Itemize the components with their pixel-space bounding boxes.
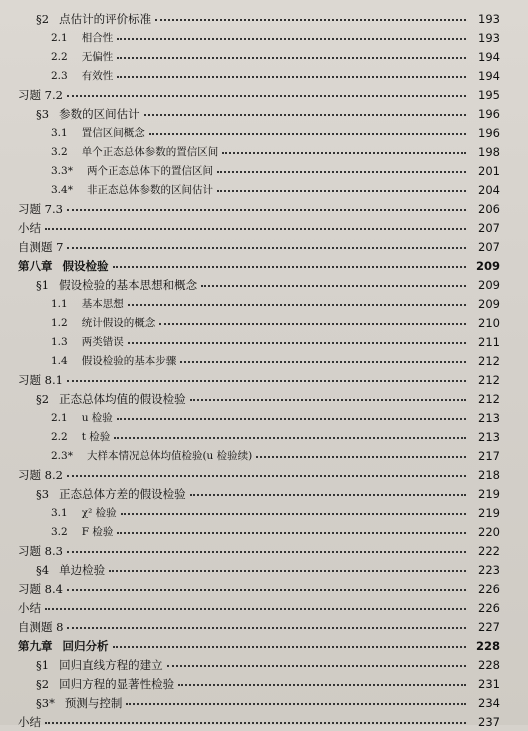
leader-dots [117, 76, 466, 78]
toc-entry-label [51, 163, 213, 178]
leader-dots [67, 209, 466, 211]
toc-entry-title: 正态总体方差的假设检验 [59, 486, 186, 501]
toc-entry-label [51, 429, 110, 444]
toc-entry [0, 275, 528, 294]
leader-dots [117, 57, 466, 59]
toc-entry [0, 199, 528, 218]
toc-entry-number: 2.2 [51, 431, 68, 443]
toc-entry-page: 194 [478, 49, 500, 64]
toc-entry-number: 2.3 [51, 70, 68, 82]
toc-entry [0, 636, 528, 655]
leader-dots [67, 475, 466, 477]
toc-entry-title: 相合性 [81, 32, 114, 44]
toc-entry [0, 598, 528, 617]
toc-entry-page: 194 [478, 68, 500, 83]
toc-entry [0, 142, 528, 161]
toc-entry-title: 非正态总体参数的区间估计 [86, 184, 213, 196]
toc-entry-label [51, 182, 213, 197]
toc-entry [0, 712, 528, 731]
toc-entry-number: 3.4* [51, 184, 73, 196]
toc-entry-page: 234 [478, 695, 500, 710]
toc-entry [0, 579, 528, 598]
toc-entry [0, 104, 528, 123]
toc-entry-page: 209 [478, 277, 500, 292]
toc-entry-page: 204 [478, 182, 500, 197]
toc-entry-title: 预测与控制 [64, 695, 123, 710]
toc-entry-page: 228 [478, 657, 500, 672]
toc-entry-title: 单边检验 [59, 562, 106, 577]
toc-entry-number: §2 [36, 676, 50, 691]
toc-entry-label [51, 30, 113, 45]
toc-entry-label [18, 638, 109, 654]
toc-entry-page: 196 [478, 125, 500, 140]
toc-entry-label [51, 68, 113, 83]
leader-dots [167, 665, 466, 667]
toc-entry-page: 219 [478, 486, 500, 501]
toc-entry-label [36, 562, 105, 578]
toc-entry [0, 351, 528, 370]
toc-entry-page: 209 [478, 296, 500, 311]
toc-entry [0, 446, 528, 465]
toc-entry [0, 85, 528, 104]
toc-entry-label [18, 87, 63, 103]
toc-entry-page: 213 [478, 410, 500, 425]
toc-entry-number: 3.1 [51, 507, 68, 519]
leader-dots [67, 380, 466, 382]
toc-entry-title: F 检验 [81, 526, 114, 538]
toc-entry-title: u 检验 [81, 412, 113, 424]
toc-entry-number: 2.3* [51, 450, 73, 462]
toc-entry-title: 习题 8.1 [18, 372, 63, 387]
toc-entry-label [36, 657, 163, 673]
toc-entry-title: 参数的区间估计 [59, 106, 140, 121]
toc-entry-page: 231 [478, 676, 500, 691]
toc-entry-number: 第八章 [18, 258, 53, 273]
toc-entry-title: 无偏性 [81, 51, 114, 63]
toc-entry-title: 习题 8.2 [18, 467, 63, 482]
toc-entry-page: 207 [478, 220, 500, 235]
leader-dots [67, 247, 466, 249]
toc-entry-label [51, 125, 145, 140]
leader-dots [126, 703, 466, 705]
leader-dots [45, 722, 466, 724]
toc-entry-title: 两个正态总体下的置信区间 [86, 165, 213, 177]
leader-dots [190, 494, 466, 496]
leader-dots [201, 285, 466, 287]
leader-dots [114, 437, 466, 439]
toc-entry-label [36, 676, 174, 692]
toc-entry-number: §2 [36, 391, 50, 406]
toc-entry-number: §3 [36, 486, 50, 501]
toc-entry-title: 小结 [18, 714, 41, 729]
toc-entry-number: 1.2 [51, 317, 68, 329]
toc-entry-page: 210 [478, 315, 500, 330]
toc-entry [0, 617, 528, 636]
toc-entry-page: 213 [478, 429, 500, 444]
toc-entry-title: 基本思想 [81, 298, 124, 310]
toc-entry-label [18, 220, 41, 236]
toc-entry [0, 237, 528, 256]
toc-entry [0, 161, 528, 180]
toc-entry-title: 两类错误 [81, 336, 124, 348]
toc-entry-label [18, 372, 63, 388]
toc-entry-number: §3 [36, 106, 50, 121]
toc-entry [0, 465, 528, 484]
toc-entry [0, 28, 528, 47]
toc-entry-label [51, 448, 252, 463]
toc-entry-page: 218 [478, 467, 500, 482]
toc-entry-label [36, 695, 122, 711]
toc-entry [0, 180, 528, 199]
toc-entry-label [18, 543, 63, 559]
toc-entry-label [18, 467, 63, 483]
leader-dots [67, 589, 466, 591]
toc-entry-label [18, 201, 63, 217]
leader-dots [144, 114, 466, 116]
toc-entry-number: 1.4 [51, 355, 68, 367]
toc-entry-number: 1.3 [51, 336, 68, 348]
leader-dots [155, 19, 466, 21]
toc-entry-number: 1.1 [51, 298, 68, 310]
toc-entry-title: 习题 7.2 [18, 87, 63, 102]
toc-entry [0, 503, 528, 522]
toc-entry-label [36, 106, 140, 122]
leader-dots [159, 323, 466, 325]
toc-entry-title: 置信区间概念 [81, 127, 145, 139]
toc-entry-label [18, 714, 41, 730]
toc-entry-title: χ² 检验 [81, 507, 117, 519]
toc-entry-number: 3.3* [51, 165, 73, 177]
leader-dots [113, 266, 467, 268]
toc-entry [0, 560, 528, 579]
toc-entry-page: 222 [478, 543, 500, 558]
toc-entry-title: 假设检验的基本思想和概念 [59, 277, 198, 292]
toc-entry [0, 408, 528, 427]
toc-entry-number: 3.1 [51, 127, 68, 139]
toc-entry-label [36, 486, 186, 502]
toc-entry-label [51, 49, 113, 64]
toc-entry-number: 2.2 [51, 51, 68, 63]
toc-entry [0, 655, 528, 674]
leader-dots [117, 532, 466, 534]
toc-entry [0, 693, 528, 712]
toc-entry-label [51, 334, 124, 349]
toc-entry-label [51, 315, 155, 330]
leader-dots [178, 684, 466, 686]
toc-entry-label [51, 353, 176, 368]
leader-dots [67, 627, 466, 629]
toc-entry-title: 小结 [18, 600, 41, 615]
toc-entry-title: 有效性 [81, 70, 114, 82]
toc-entry-title: 自测题 7 [18, 239, 64, 254]
toc-entry-page: 195 [478, 87, 500, 102]
toc-entry-number: 2.1 [51, 32, 68, 44]
leader-dots [190, 399, 466, 401]
toc-entry-page: 212 [478, 353, 500, 368]
toc-entry [0, 294, 528, 313]
toc-entry [0, 522, 528, 541]
toc-entry-label [36, 11, 151, 27]
toc-entry-title: 点估计的评价标准 [59, 11, 152, 26]
leader-dots [113, 646, 467, 648]
toc-entry-page: 196 [478, 106, 500, 121]
toc-entry-label [18, 258, 109, 274]
leader-dots [128, 304, 466, 306]
toc-entry-page: 198 [478, 144, 500, 159]
toc-entry-title: 正态总体均值的假设检验 [59, 391, 186, 406]
toc-entry-title: 大样本情况总体均值检验(u 检验续) [86, 450, 253, 462]
toc-entry [0, 332, 528, 351]
toc-entry-title: 小结 [18, 220, 41, 235]
toc-entry-page: 227 [478, 619, 500, 634]
toc-entry-page: 223 [478, 562, 500, 577]
toc-entry-title: 回归直线方程的建立 [59, 657, 163, 672]
toc-entry-number: 3.2 [51, 526, 68, 538]
toc-entry-label [51, 296, 124, 311]
toc-entry [0, 427, 528, 446]
leader-dots [109, 570, 466, 572]
toc-entry-page: 206 [478, 201, 500, 216]
toc-entry-title: 回归分析 [62, 638, 109, 653]
leader-dots [45, 228, 466, 230]
toc-entry-title: 习题 8.3 [18, 543, 63, 558]
toc-entry [0, 541, 528, 560]
toc-entry-number: 第九章 [18, 638, 53, 653]
toc-entry-title: 统计假设的概念 [81, 317, 156, 329]
toc-entry [0, 370, 528, 389]
leader-dots [121, 513, 466, 515]
toc-entry [0, 218, 528, 237]
toc-entry [0, 674, 528, 693]
toc-entry-number: §1 [36, 277, 50, 292]
toc-entry-page: 207 [478, 239, 500, 254]
toc-entry-title: 假设检验 [62, 258, 109, 273]
leader-dots [217, 190, 466, 192]
toc-entry-page: 220 [478, 524, 500, 539]
toc-entry-page: 219 [478, 505, 500, 520]
toc-entry [0, 9, 528, 28]
toc-entry [0, 256, 528, 275]
toc-entry-label [36, 391, 186, 407]
toc-entry-number: §1 [36, 657, 50, 672]
toc-entry-page: 217 [478, 448, 500, 463]
toc-entry-title: 回归方程的显著性检验 [59, 676, 175, 691]
toc-entry [0, 47, 528, 66]
toc-entry-page: 209 [475, 258, 500, 273]
toc-entry-number: 2.1 [51, 412, 68, 424]
toc-entry-number: §4 [36, 562, 50, 577]
toc-entry-title: t 检验 [81, 431, 111, 443]
toc-entry-title: 单个正态总体参数的置信区间 [81, 146, 219, 158]
toc-entry-label [18, 600, 41, 616]
toc-entry-label [36, 277, 197, 293]
toc-entry-label [51, 505, 117, 520]
toc-entry-label [51, 410, 113, 425]
toc-entry-label [18, 581, 63, 597]
leader-dots [67, 95, 466, 97]
toc-entry [0, 313, 528, 332]
leader-dots [45, 608, 466, 610]
leader-dots [256, 456, 466, 458]
leader-dots [217, 171, 466, 173]
leader-dots [117, 38, 466, 40]
toc-entry-page: 212 [478, 372, 500, 387]
leader-dots [180, 361, 466, 363]
toc-entry-page: 226 [478, 581, 500, 596]
toc-entry-page: 237 [478, 714, 500, 729]
toc-entry-label [51, 144, 218, 159]
toc-entry-page: 211 [478, 334, 500, 349]
toc-entry-page: 193 [478, 30, 500, 45]
toc-entry-page: 228 [475, 638, 500, 653]
toc-entry-page: 201 [478, 163, 500, 178]
leader-dots [149, 133, 466, 135]
toc-entry [0, 66, 528, 85]
toc-entry-title: 习题 8.4 [18, 581, 63, 596]
toc-entry-label [18, 239, 63, 255]
toc-entry [0, 484, 528, 503]
leader-dots [222, 152, 466, 154]
leader-dots [67, 551, 466, 553]
leader-dots [128, 342, 466, 344]
toc-entry-number: §2 [36, 11, 50, 26]
toc-entry-number: §3* [36, 695, 55, 710]
leader-dots [117, 418, 466, 420]
toc-entry-label [51, 524, 113, 539]
toc-entry-page: 226 [478, 600, 500, 615]
toc-entry-number: 3.2 [51, 146, 68, 158]
toc-entry-label [18, 619, 63, 635]
toc-entry-title: 自测题 8 [18, 619, 64, 634]
toc-entry [0, 123, 528, 142]
toc-entry-title: 习题 7.3 [18, 201, 63, 216]
toc-entry-page: 212 [478, 391, 500, 406]
toc-entry-title: 假设检验的基本步骤 [81, 355, 177, 367]
toc-entry-page: 193 [478, 11, 500, 26]
toc-entry [0, 389, 528, 408]
